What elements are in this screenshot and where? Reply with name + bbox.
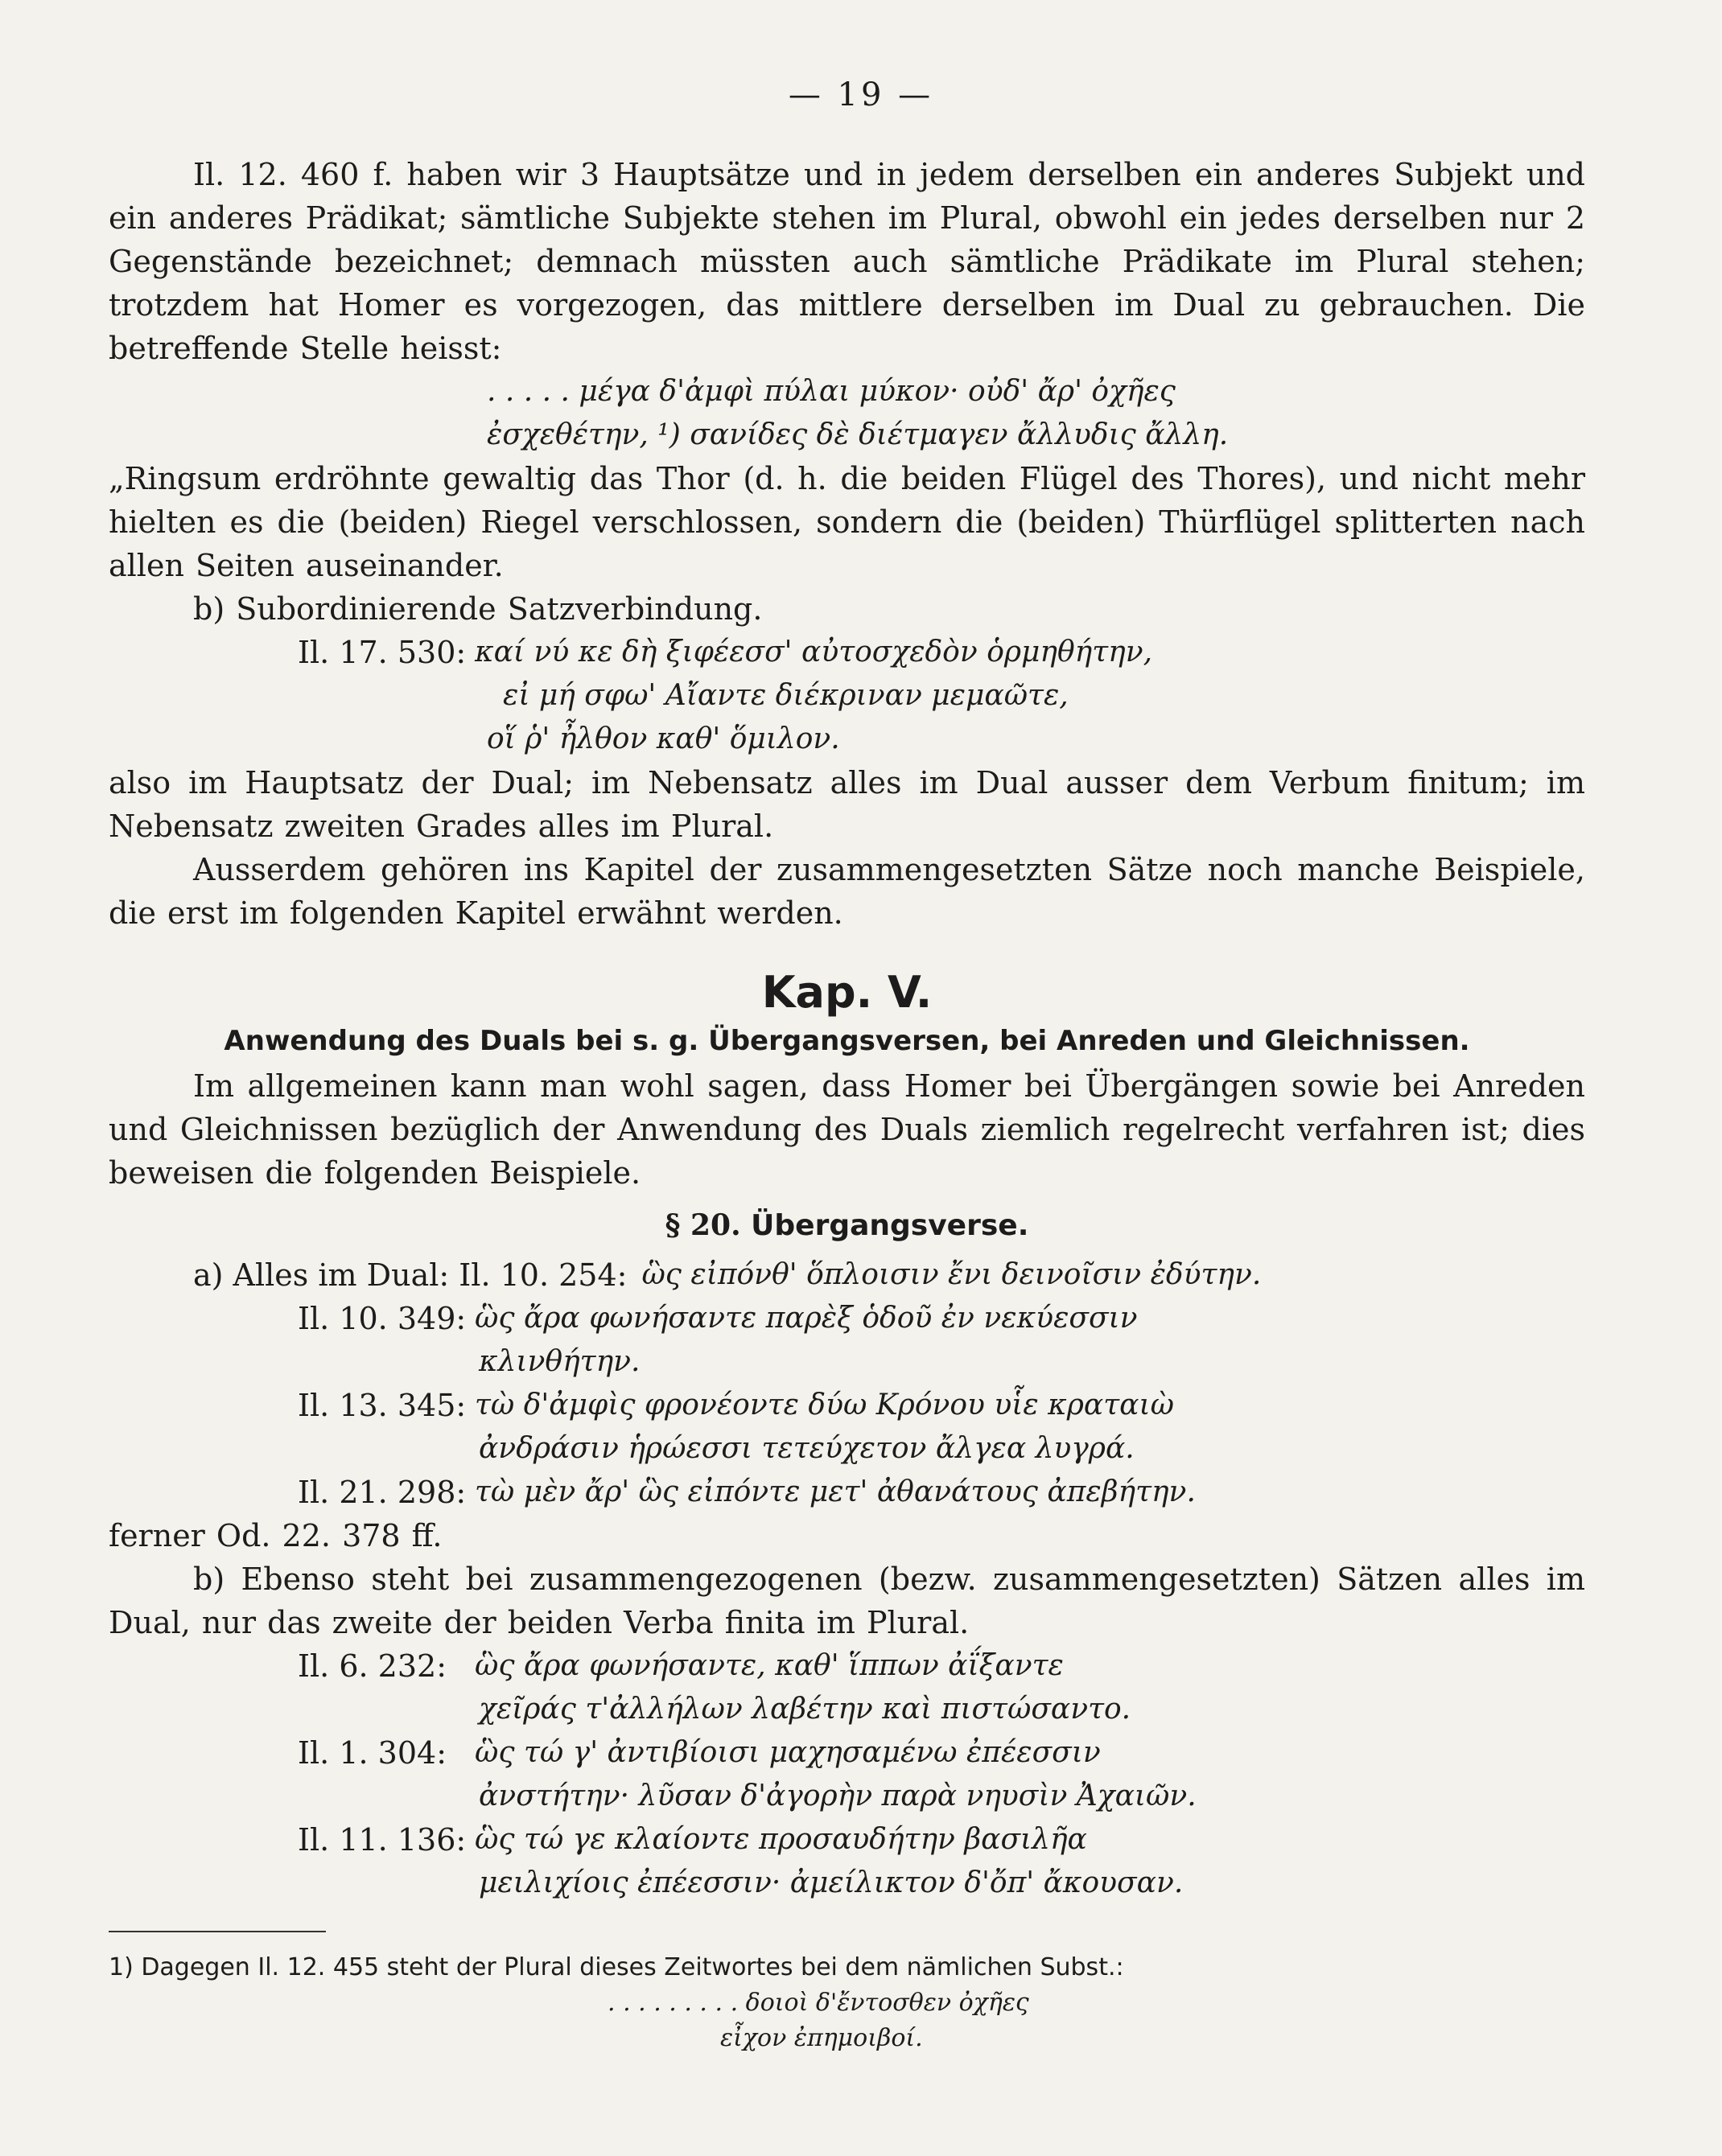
verse-line (109, 1297, 1585, 1340)
greek-verse: ὣς ἄρα φωνήσαντε παρὲξ ὁδοῦ ἐν νεκύεσσιν (475, 1302, 1138, 1335)
verse-reference: Il. 13. 345: (298, 1388, 467, 1423)
verse-line (109, 674, 1585, 718)
greek-quote-line-2: ἐσχεθέτην, ¹) σανίδες δὲ διέτμαγεν ἄλλυδις ἄλλη. (487, 418, 1229, 451)
paragraph-ferner: ferner Od. 22. 378 ff. (109, 1518, 443, 1553)
section-number: § 20. (665, 1208, 741, 1242)
verse-reference: Il. 17. 530: (298, 635, 467, 670)
page-number: — 19 — (788, 76, 934, 113)
greek-verse: ὣς τώ γ' ἀντιβίοισι μαχησαμένω ἐπέεσσιν (475, 1736, 1101, 1769)
example-a-label: a) Alles im Dual: Il. 10. 254: (193, 1257, 628, 1293)
page-content (109, 153, 1585, 2056)
greek-verse: εἰ μή σφω' Αἴαντε διέκριναν μεμαῶτε, (503, 679, 1069, 712)
verse-reference: Il. 11. 136: (298, 1822, 467, 1858)
section-title: Übergangsverse. (751, 1209, 1029, 1242)
verse-reference: Il. 10. 349: (298, 1301, 467, 1336)
chapter-subtitle: Anwendung des Duals bei s. g. Übergangsversen, bei Anreden und Gleichnissen. (224, 1025, 1470, 1057)
paragraph-further-examples: Ausserdem gehören ins Kapitel der zusammengesetzten Sätze noch manche Beispiele, die erst im folgenden Kapitel erwähnt werden. (109, 852, 1585, 931)
chapter-intro: Im allgemeinen kann man wohl sagen, dass Homer bei Übergängen sowie bei Anreden und Gleichnissen bezüglich der Anwendung des Duals ziemlich regelrecht verfahren ist; dies beweisen die folgenden Beispiele. (109, 1068, 1585, 1191)
footnote-divider (109, 1931, 326, 1932)
verse-line (109, 1471, 1585, 1514)
greek-verse: κλινθήτην. (479, 1345, 641, 1378)
greek-verse: μειλιχίοις ἐπέεσσιν· ἀμείλικτον δ'ὄπ' ἄκουσαν. (479, 1866, 1184, 1899)
verse-line (109, 1775, 1585, 1818)
greek-verse: ὣς εἰπόνθ' ὅπλοισιν ἔνι δεινοῖσιν ἐδύτην. (641, 1258, 1262, 1291)
greek-verse: τὼ δ'ἀμφὶς φρονέοντε δύω Κρόνου υἷε κραταιὼ (475, 1389, 1174, 1422)
verse-reference: Il. 1. 304: (298, 1735, 447, 1771)
verse-line (109, 1731, 1585, 1775)
greek-verse: ἀνδράσιν ἡρώεσσι τετεύχετον ἄλγεα λυγρά. (479, 1432, 1135, 1465)
greek-verse: ὣς ἄρα φωνήσαντε, καθ' ἵππων ἀΐξαντε (475, 1649, 1064, 1682)
verse-line (109, 1818, 1585, 1862)
chapter-title: Kap. V. (761, 967, 933, 1018)
verse-line (109, 1340, 1585, 1384)
verse-reference: Il. 21. 298: (298, 1475, 467, 1510)
footnote-greek-line-2: εἶχον ἐπημοιβοί. (720, 2024, 923, 2052)
paragraph-dual-summary: also im Hauptsatz der Dual; im Nebensatz alles im Dual ausser dem Verbum finitum; im Nebensatz zweiten Grades alles im Plural. (109, 765, 1585, 844)
greek-verse: ἀνστήτην· λῦσαν δ'ἀγορὴν παρὰ νηυσὶν Ἀχαιῶν. (479, 1780, 1197, 1812)
verse-line (109, 1427, 1585, 1471)
verse-line (109, 1644, 1585, 1688)
paragraph-subordinate-heading: b) Subordinierende Satzverbindung. (193, 591, 763, 627)
verse-line (109, 1862, 1585, 1905)
verse-line (109, 1384, 1585, 1427)
paragraph-translation: „Ringsum erdröhnte gewaltig das Thor (d. h. die beiden Flügel des Thores), und nicht mehr hielten es die (beiden) Riegel verschlossen, sondern die (beiden) Thürflügel splitterten nach allen Seiten auseinander. (109, 461, 1585, 583)
footnote-text: 1) Dagegen Il. 12. 455 steht der Plural dieses Zeitwortes bei dem nämlichen Subst.: (109, 1953, 1124, 1981)
verse-reference: Il. 6. 232: (298, 1648, 447, 1684)
greek-verse: χεῖράς τ'ἀλλήλων λαβέτην καὶ πιστώσαντο. (479, 1693, 1131, 1726)
section-heading (109, 1203, 1585, 1249)
verse-line (109, 1253, 1585, 1297)
greek-verse: τὼ μὲν ἄρ' ὣς εἰπόντε μετ' ἀθανάτους ἀπεβήτην. (475, 1475, 1196, 1508)
greek-verse: ὣς τώ γε κλαίοντε προσαυδήτην βασιλῆα (475, 1823, 1087, 1856)
verse-line (109, 1688, 1585, 1731)
greek-quote-line-1: . . . . . μέγα δ'ἀμφὶ πύλαι μύκον· οὐδ' ἄρ' ὀχῆες (487, 375, 1176, 408)
greek-verse: καί νύ κε δὴ ξιφέεσσ' αὐτοσχεδὸν ὁρμηθήτην, (475, 636, 1153, 669)
paragraph-intro: Il. 12. 460 f. haben wir 3 Hauptsätze und in jedem derselben ein anderes Subjekt und ein anderes Prädikat; sämtliche Subjekte stehen im Plural, obwohl ein jedes derselben nur 2 Gegenstände bezeichnet; demnach müssten auch sämtliche Prädikate im Plural stehen; trotzdem hat Homer es vorgezogen, das mittlere derselben im Dual zu gebrauchen. Die betreffende Stelle heisst: (109, 157, 1585, 366)
verse-line (109, 718, 1585, 761)
paragraph-contracted-sentences: b) Ebenso steht bei zusammengezogenen (bezw. zusammengesetzten) Sätzen alles im Dual, nur das zweite der beiden Verba finita im Plural. (109, 1561, 1585, 1640)
footnote-greek-line-1: . . . . . . . . . δοιοὶ δ'ἔντοσθεν ὀχῆες (608, 1989, 1029, 2017)
verse-line (109, 631, 1585, 674)
greek-verse: οἵ ῥ' ἦλθον καθ' ὅμιλον. (487, 722, 840, 755)
